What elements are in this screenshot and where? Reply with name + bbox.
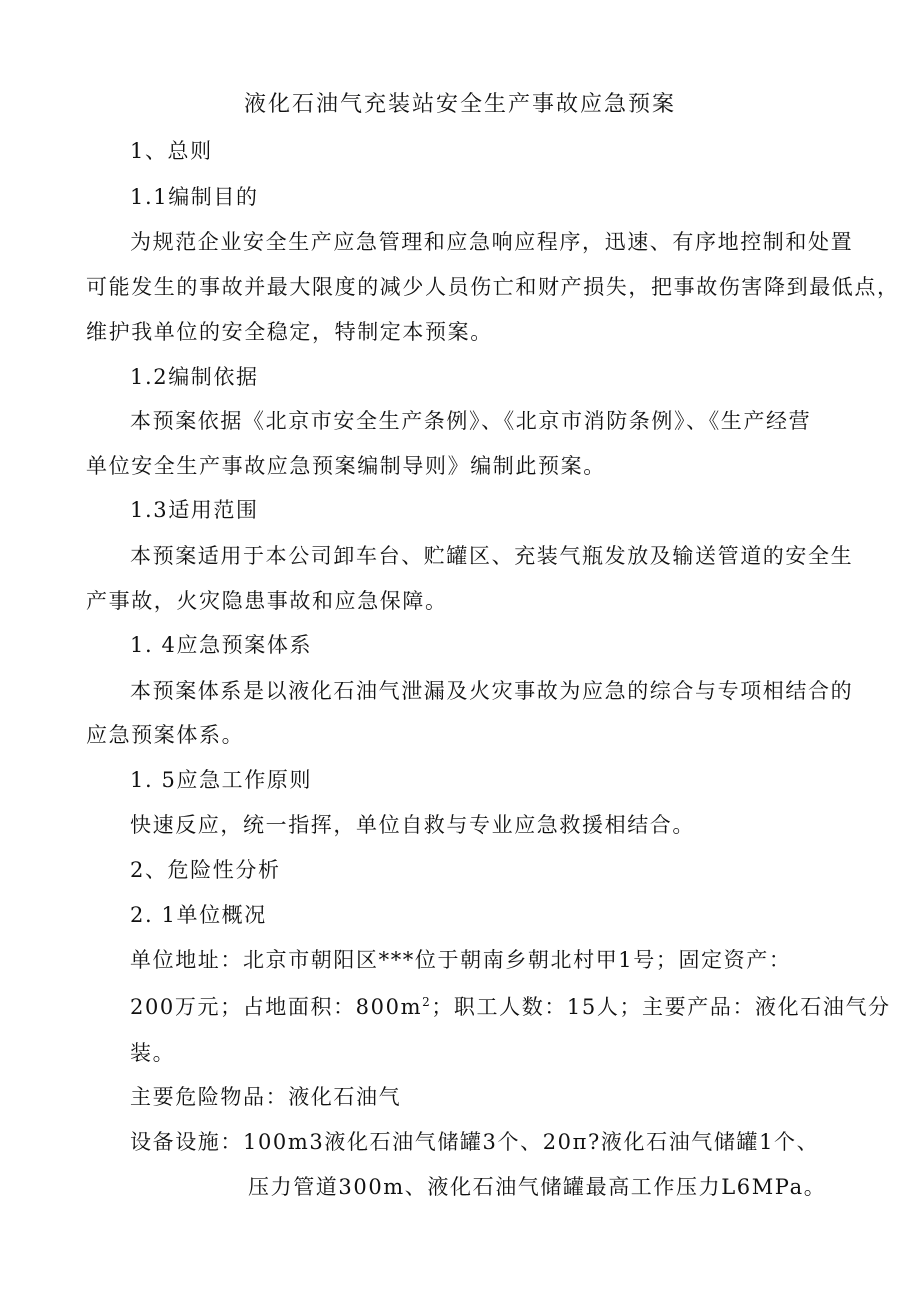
section-2-heading: 2、危险性分析 xyxy=(130,858,281,882)
section-1-1-heading: 1.1编制目的 xyxy=(130,185,259,209)
section-1-4-heading: 1. 4应急预案体系 xyxy=(130,633,313,657)
section-1-2-heading: 1.2编制依据 xyxy=(130,365,259,389)
unit-assets-text-b: ；职工人数：15人；主要产品：液化石油气分 xyxy=(431,995,891,1019)
section-2-1-heading: 2. 1单位概况 xyxy=(130,903,267,927)
hazardous-materials-line: 主要危险物品：液化石油气 xyxy=(130,1085,402,1109)
square-meter-superscript: 2 xyxy=(422,995,432,1009)
section-1-1-paragraph-line-1: 为规范企业安全生产应急管理和应急响应程序，迅速、有序地控制和处置 xyxy=(130,230,854,254)
section-1-3-heading: 1.3适用范围 xyxy=(130,498,259,522)
unit-assets-line xyxy=(130,992,890,1022)
section-1-2-paragraph-line-1: 本预案依据《北京市安全生产条例》、《北京市消防条例》、《生产经营 xyxy=(130,409,812,433)
equipment-line-2: 压力管道300m、液化石油气储罐最高工作压力L6MPa。 xyxy=(248,1175,827,1199)
section-1-4-paragraph-line-1: 本预案体系是以液化石油气泄漏及火灾事故为应急的综合与专项相结合的 xyxy=(130,679,854,703)
section-1-5-paragraph-line-1: 快速反应，统一指挥，单位自救与专业应急救援相结合。 xyxy=(130,813,695,837)
section-1-3-paragraph-line-1: 本预案适用于本公司卸车台、贮罐区、充装气瓶发放及输送管道的安全生 xyxy=(130,544,854,568)
section-1-1-paragraph-line-2: 可能发生的事故并最大限度的减少人员伤亡和财产损失，把事故伤害降到最低点， xyxy=(86,275,900,299)
section-1-4-paragraph-line-2: 应急预案体系。 xyxy=(86,723,245,747)
document-title: 液化石油气充装站安全生产事故应急预案 xyxy=(243,92,676,117)
section-1-2-paragraph-line-2: 单位安全生产事故应急预案编制导则》编制此预案。 xyxy=(86,454,606,478)
unit-products-continuation-line: 装。 xyxy=(130,1041,176,1065)
section-1-1-paragraph-line-3: 维护我单位的安全稳定，特制定本预案。 xyxy=(86,320,493,344)
unit-address-line: 单位地址：北京市朝阳区***位于朝南乡朝北村甲1号；固定资产： xyxy=(130,948,792,972)
section-1-heading: 1、总则 xyxy=(130,139,213,163)
equipment-line-1: 设备设施：100m3液化石油气储罐3个、20π?液化石油气储罐1个、 xyxy=(130,1130,820,1154)
unit-assets-text-a: 200万元；占地面积：800m xyxy=(130,995,423,1019)
section-1-3-paragraph-line-2: 产事故，火灾隐患事故和应急保障。 xyxy=(86,589,448,613)
section-1-5-heading: 1. 5应急工作原则 xyxy=(130,768,313,792)
